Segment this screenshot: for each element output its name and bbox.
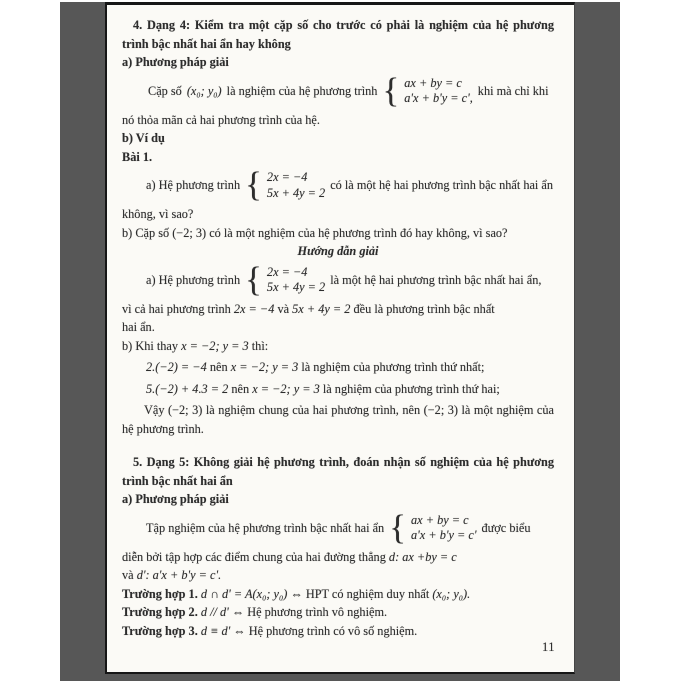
equation-system-solution	[267, 265, 325, 296]
text-run: vì cả hai phương trình	[122, 301, 231, 316]
verification-line-2	[122, 380, 554, 399]
text-run: Hệ phương trình vô nghiệm.	[247, 605, 388, 619]
text-run: có là một hệ hai phương trình bậc nhất hai ẩn	[330, 178, 554, 193]
solution-heading: Hướng dẫn giải	[297, 244, 379, 258]
text-run: nên	[209, 360, 228, 374]
text-run: diễn bởi tập hợp các điểm chung của hai đường thẳng	[122, 549, 386, 564]
paragraph-continuation: không, vì sao?	[122, 207, 194, 221]
text-run: và	[277, 301, 290, 316]
system-brace: {	[245, 259, 262, 299]
text-run: nên	[231, 381, 250, 396]
equation-line: 5x + 4y = 2	[266, 280, 326, 294]
text-run: Hệ phương trình có vô số nghiệm.	[248, 623, 418, 638]
inline-equation: d': a'x + b'y = c'.	[136, 568, 222, 582]
verification-line-1	[122, 358, 554, 377]
paragraph-continuation: nó thỏa mãn cả hai phương trình của hệ.	[122, 112, 320, 127]
case-2-line	[122, 603, 554, 622]
exercise-label: Bài 1.	[122, 149, 153, 164]
text-run: và	[122, 568, 134, 582]
section-5-method-label: a) Phương pháp giải	[122, 492, 229, 506]
solution-a-continuation	[122, 300, 554, 319]
example-label: b) Ví dụ	[122, 131, 165, 145]
equation-line: ax + by = c	[411, 512, 469, 527]
equation-line: ax + by = c	[404, 75, 462, 90]
case-label: Trường hợp 3.	[122, 623, 198, 638]
equation-system-general-2	[411, 513, 476, 544]
text-run: là nghiệm của hệ phương trình	[226, 83, 378, 98]
equation-line: a'x + b'y = c'	[411, 528, 477, 542]
exercise-a-row	[122, 165, 554, 204]
set-continuation-1	[122, 548, 554, 567]
section-5-heading: 5. Dạng 5: Không giải hệ phương trình, đoán nhận số nghiệm của hệ phương trình bậc nhất hai ẩn	[122, 455, 554, 488]
case-3-line	[122, 622, 554, 641]
inline-equation: x = −2; y = 3	[252, 381, 320, 396]
text-run: a) Hệ phương trình	[146, 272, 241, 287]
system-brace: {	[245, 165, 262, 204]
inline-equation: d ∩ d' = A(x₀; y₀) ⇔	[200, 586, 303, 601]
set-continuation-2	[122, 566, 554, 585]
solution-a-row	[122, 259, 554, 299]
text-run: Cặp số	[148, 83, 182, 98]
section-4-heading: 4. Dạng 4: Kiểm tra một cặp số cho trước có phải là nghiệm của hệ phương trình bậc nhất hai ẩn hay không	[122, 18, 554, 51]
text-run: thì:	[251, 338, 269, 353]
inline-equation: d: ax +by = c	[388, 549, 457, 564]
text-run: b) Khi thay	[122, 338, 179, 353]
text-run: được biểu	[481, 520, 531, 535]
inline-equation: (x₀; y₀).	[432, 586, 471, 601]
case-label: Trường hợp 1.	[122, 586, 198, 601]
solution-set-row	[122, 507, 554, 547]
text-run: HPT có nghiệm duy nhất	[305, 586, 430, 601]
gray-backdrop	[60, 2, 620, 681]
textbook-page	[105, 2, 575, 674]
equation-system-general	[404, 76, 473, 107]
coordinate-pair: (x₀; y₀)	[186, 83, 222, 98]
inline-equation: d ≡ d' ⇔	[200, 623, 246, 638]
page-number: 11	[541, 639, 555, 654]
text-run: là một hệ hai phương trình bậc nhất hai ẩn,	[330, 272, 542, 287]
case-1-line	[122, 585, 554, 604]
text-run: đều là phương trình bậc nhất	[353, 301, 495, 316]
text-run: Tập nghiệm của hệ phương trình bậc nhất hai ẩn	[146, 520, 385, 535]
inline-equation: 5x + 4y = 2	[292, 301, 351, 316]
paragraph-continuation: hai ẩn.	[122, 320, 155, 334]
text-run: khi mà chỉ khi	[477, 83, 549, 98]
equation-line: 2x = −4	[266, 170, 308, 184]
text-run: là nghiệm của phương trình thứ hai;	[322, 381, 500, 396]
equation-line: 5x + 4y = 2	[266, 185, 326, 200]
equation-line: 2x = −4	[266, 264, 308, 279]
solution-b-intro	[122, 337, 554, 356]
system-brace: {	[382, 70, 400, 110]
exercise-b-paragraph: b) Cặp số (−2; 3) có là một nghiệm của hệ phương trình đó hay không, vì sao?	[122, 225, 508, 240]
system-brace: {	[389, 507, 407, 547]
equation-system-exercise	[267, 170, 325, 201]
inline-equation: 2x = −4	[233, 301, 275, 316]
inline-equation: x = −2; y = 3	[181, 338, 249, 353]
pair-definition-row	[122, 70, 554, 110]
inline-equation: d // d' ⇔	[200, 605, 245, 619]
case-label: Trường hợp 2.	[122, 605, 198, 619]
text-run: là nghiệm của phương trình thứ nhất;	[301, 360, 485, 374]
equation-line: a'x + b'y = c',	[404, 91, 473, 105]
inline-equation: 5.(−2) + 4.3 = 2	[146, 381, 229, 396]
section-4-method-label: a) Phương pháp giải	[122, 55, 229, 69]
text-run: a) Hệ phương trình	[146, 178, 241, 193]
conclusion-paragraph: Vậy (−2; 3) là nghiệm chung của hai phương trình, nên (−2; 3) là một nghiệm của hệ phương trình.	[122, 403, 554, 436]
inline-equation: 2.(−2) = −4	[146, 360, 207, 374]
inline-equation: x = −2; y = 3	[230, 360, 299, 374]
